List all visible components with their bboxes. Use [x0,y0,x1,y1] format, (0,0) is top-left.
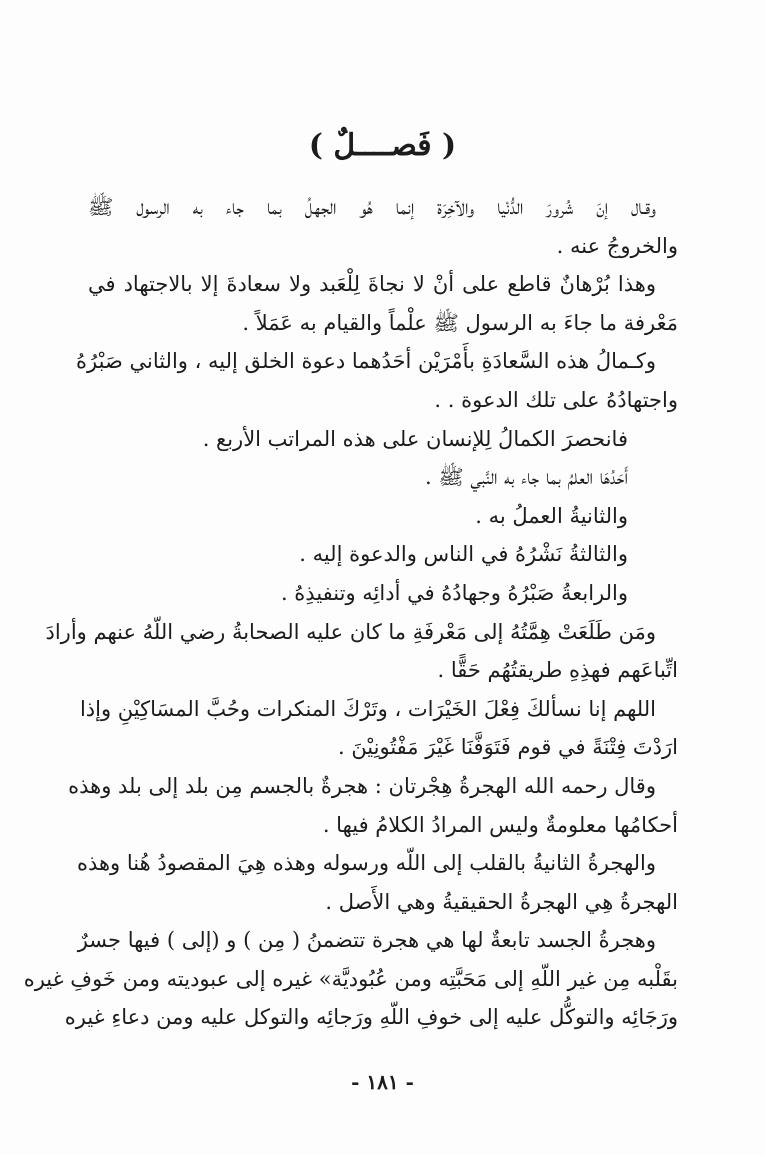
text-line: وهجرةُ الجسد تابعةٌ لها هي هجرة تتضمنُ ( مِن ) و (إلى ) فيها جسرٌ [77,928,656,953]
body-text [23,188,678,1037]
text-line: ومَن طَلَعَتْ هِمَّتُهُ إلى مَعْرفَةِ ما كان عليه الصحابةُ رضي اللّهُ عنهم وأرادَ [45,619,656,644]
text-line: الهجرةُ هِي الهجرةُ الحقيقيةُ وهي الأَصل . [325,889,678,914]
page-number: - ١٨١ - [351,1070,414,1094]
text-line: ورَجَائِه والتوكُّل عليه إلى خوفِ اللّهِ ورَجائِه والتوكل عليه ومن دعاءِ غيره [64,1005,678,1030]
text-line: فانحصرَ الكمالُ لِلإنسان على هذه المراتب الأربع . [202,426,628,451]
text-line: مَعْرفة ما جاءَ به الرسول ﷺ علْماً والقيام به عَمَلاً . [242,310,678,335]
text-line: والرابعةُ صَبْرُهُ وجهادُهُ في أدائِه وتنفيذِهُ . [280,580,628,605]
text-line: وكـمالُ هذه السَّعادَةِ بأَمْرَيْن أحَدُهما دعوة الخلق إليه ، والثاني صَبْرُهُ [76,349,656,374]
text-line: وقـال إنَ شُرورَ الدُّنْيا والآخِرَة إنما هُو الجهلُ بما جاء به الرسول ﷺ [88,195,656,219]
text-line: بقَلْبه مِن غير اللّهِ إلى مَحَبَّتِه ومن عُبُوديَّة» غيره إلى عبوديته ومن خَوفِ غيره [23,966,678,991]
text-line: وهذا بُرْهانٌ قاطع على أنْ لا نجاةَ لِلْعَبد ولا سعادةَ إلا بالاجتهاد في [88,272,656,297]
text-line: أَحَدُهَا العلمُ بما جاء به النَّبي ﷺ . [425,465,628,490]
text-line: اللهم إنا نسألكَ فِعْلَ الخَيْرَات ، وتَرْكَ المنكرات وحُبَّ المسَاكِيْنِ وإذا [79,696,656,721]
text-line: والخروجُ عنه . [556,233,678,258]
section-title: ( فَصــــلٌ ) [308,128,457,163]
text-line: ارَدْتَ فِتْنَةً في قوم فَتَوَفَّنَا غَيْرَ مَفْتُونِيْنَ . [337,735,678,760]
text-line: أحكامُها معلومةٌ وليس المرادُ الكلامُ فيها . [322,812,678,837]
text-line: والثانيةُ العملُ به . [475,503,628,528]
text-line: وقال رحمه الله الهجرةُ هِجْرتان : هجرةٌ بالجسم مِن بلد إلى بلد وهذه [68,773,656,798]
text-line: واجتهادُهُ على تلك الدعوة . . [434,387,678,412]
text-line: اتِّباعَهم فهذِهِ طريقتُهُم حَقًّا . [437,658,678,683]
text-line: والثالثةُ نَشْرُهُ في الناس والدعوة إليه . [299,542,628,567]
text-line: والهجرةُ الثانيةُ بالقلب إلى اللّه ورسوله وهذه هِيَ المقصودُ هُنا وهذه [76,851,656,876]
